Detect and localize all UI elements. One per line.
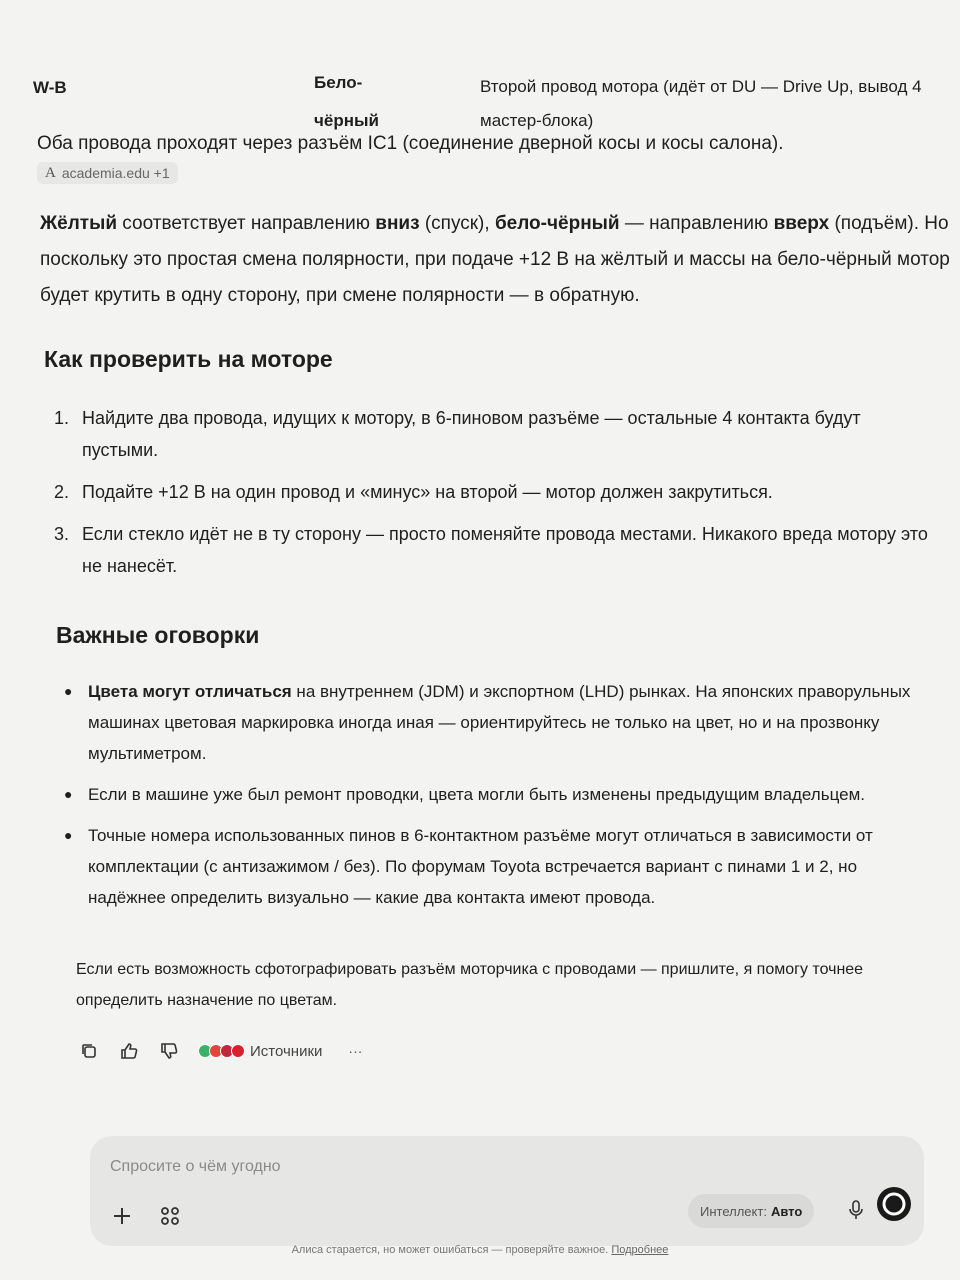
wire-description: Второй провод мотора (идёт от DU — Drive Up, вывод 4 мастер-блока) xyxy=(480,77,922,130)
note-body: на внутреннем (JDM) и экспортном (LHD) рынках. На японских праворульных машинах цветовая маркировка иногда иная — ориентируйтесь не только на цвет, но и на прозвонку мультиметром. xyxy=(88,682,911,763)
source-logos-icon xyxy=(198,1044,242,1058)
copy-icon[interactable] xyxy=(78,1040,100,1062)
step-text: Если стекло идёт не в ту сторону — просто поменяйте провода местами. Никакого вреда мотору это не нанесёт. xyxy=(82,524,928,576)
sources-button[interactable] xyxy=(198,1043,322,1060)
note-body: Если в машине уже был ремонт проводки, цвета могли быть изменены предыдущим владельцем. xyxy=(88,785,865,804)
apps-button[interactable] xyxy=(154,1200,186,1232)
bullet-icon: ● xyxy=(64,827,73,843)
note-text xyxy=(88,676,914,769)
text-3: — направлению xyxy=(619,213,774,234)
add-button[interactable] xyxy=(106,1200,138,1232)
note-body: Точные номера использованных пинов в 6-контактном разъёме могут отличаться в зависимости от комплектации (с антизажимом / без). По форумам Toyota встречается вариант с пинами 1 и 2, но надёжнее определить визуально — какие два контакта имеют провода. xyxy=(88,826,873,907)
step-text: Найдите два провода, идущих к мотору, в 6-пиновом разъёме — остальные 4 контакта будут пустыми. xyxy=(82,408,861,460)
alice-voice-icon[interactable] xyxy=(876,1186,912,1222)
model-selector[interactable] xyxy=(688,1194,814,1228)
list-item xyxy=(64,820,914,913)
heading-notes: Важные оговорки xyxy=(56,622,260,648)
heading-check: Как проверить на моторе xyxy=(44,346,333,372)
bullet-icon: ● xyxy=(64,683,73,699)
composer xyxy=(90,1136,924,1246)
wire-table-row xyxy=(0,30,960,130)
source-chip-label: academia.edu +1 xyxy=(61,165,170,181)
list-item xyxy=(64,779,914,810)
thumbs-up-icon[interactable] xyxy=(118,1040,140,1062)
step-number: 2. xyxy=(54,482,70,502)
bullet-icon: ● xyxy=(64,786,73,802)
list-item xyxy=(64,676,914,769)
sources-label: Источники xyxy=(250,1042,323,1060)
bold-up: вверх xyxy=(773,213,830,234)
mic-icon[interactable] xyxy=(842,1196,870,1224)
prompt-input[interactable] xyxy=(108,1154,672,1180)
steps-list xyxy=(54,402,934,592)
message-actions xyxy=(78,1038,370,1064)
text-1: соответствует направлению xyxy=(117,213,376,234)
source-icon: A xyxy=(45,164,56,181)
source-chip[interactable] xyxy=(37,162,178,184)
bold-yellow: Жёлтый xyxy=(40,213,118,234)
text-4: (подъём). Но поскольку это простая смена полярности, при подаче +12 В на жёлтый и массы на бело-чёрный мотор будет крутить в одну сторону, при смене полярности — в обратную. xyxy=(40,213,950,306)
list-item xyxy=(54,402,934,466)
thumbs-down-icon[interactable] xyxy=(158,1040,180,1062)
notes-list xyxy=(64,676,914,923)
wire-code: W-B xyxy=(33,78,67,97)
bold-white-black: бело-чёрный xyxy=(494,213,620,234)
wire-color-line2: чёрный xyxy=(314,111,379,130)
text-2: (спуск), xyxy=(419,213,495,234)
model-label: Интеллект: xyxy=(700,1203,767,1219)
step-number: 1. xyxy=(54,408,70,428)
more-icon[interactable]: ··· xyxy=(348,1043,363,1059)
more-info-link[interactable]: Подробнее xyxy=(611,1244,669,1256)
bold-down: вниз xyxy=(375,213,420,234)
step-text: Подайте +12 В на один провод и «минус» на второй — мотор должен закрутиться. xyxy=(82,482,773,502)
wire-color-line1: Бело- xyxy=(314,73,363,92)
disclaimer xyxy=(0,1244,960,1256)
paragraph-connector: Оба провода проходят через разъём IC1 (соединение дверной косы и косы салона). xyxy=(37,133,784,154)
note-bold: Цвета могут отличаться xyxy=(88,682,292,701)
paragraph-closing: Если есть возможность сфотографировать разъём моторчика с проводами — пришлите, я помогу точнее определить назначение по цветам. xyxy=(76,961,864,1009)
disclaimer-text: Алиса старается, но может ошибаться — проверяйте важное. xyxy=(291,1244,609,1256)
paragraph-polarity xyxy=(40,206,952,314)
list-item xyxy=(54,476,934,508)
model-value: Авто xyxy=(770,1203,803,1219)
step-number: 3. xyxy=(54,524,70,544)
list-item xyxy=(54,518,934,582)
